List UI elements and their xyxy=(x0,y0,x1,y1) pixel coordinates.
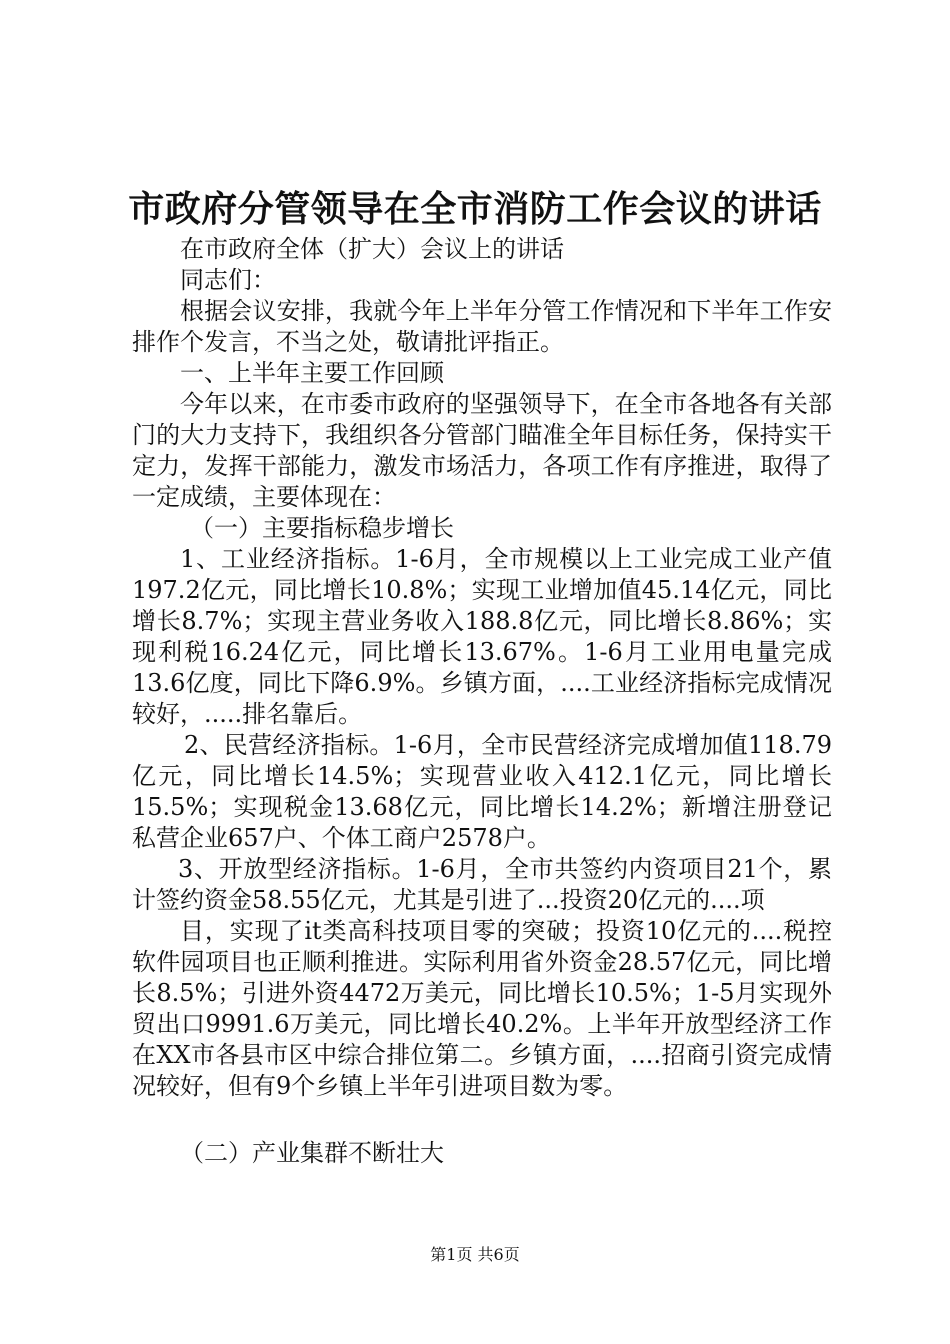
paragraph-industrial: 1、工业经济指标。1-6月，全市规模以上工业完成工业产值197.2亿元，同比增长10.8%；实现工业增加值45.14亿元，同比增长8.7%；实现主营业务收入188.8亿元，同比增长8.86%；实现利税16.24亿元，同比增长13.67%。1-6月工业用电量完成13.6亿度，同比下降6.9%。乡镇方面，....工业经济指标完成情况较好，.....排名靠后。 xyxy=(132,545,832,728)
paragraph-overview: 今年以来，在市委市政府的坚强领导下，在全市各地各有关部门的大力支持下，我组织各分管部门瞄准全年目标任务，保持实干定力，发挥干部能力，激发市场活力，各项工作有序推进，取得了一定成绩，主要体现在： xyxy=(132,390,832,511)
subsection-heading-indicators: （一）主要指标稳步增长 xyxy=(190,514,454,542)
paragraph-intro: 根据会议安排，我就今年上半年分管工作情况和下半年工作安排作个发言，不当之处，敬请批评指正。 xyxy=(132,297,832,356)
greeting-line: 同志们： xyxy=(180,266,276,294)
paragraph-private-economy: 2、民营经济指标。1-6月，全市民营经济完成增加值118.79亿元，同比增长14.5%；实现营业收入412.1亿元，同比增长15.5%；实现税金13.68亿元，同比增长14.2%；新增注册登记私营企业657户、个体工商户2578户。 xyxy=(132,731,832,852)
paragraph-gap xyxy=(132,1102,832,1138)
paragraph-open-economy-continued: 目，实现了it类高科技项目零的突破；投资10亿元的....税控软件园项目也正顺利推进。实际利用省外资金28.57亿元，同比增长8.5%；引进外资4472万美元，同比增长10.5%；1-5月实现外贸出口9991.6万美元，同比增长40.2%。上半年开放型经济工作在XX市各县市区中综合排位第二。乡镇方面，....招商引资完成情况较好，但有9个乡镇上半年引进项目数为零。 xyxy=(132,917,832,1100)
subsection-heading-clusters: （二）产业集群不断壮大 xyxy=(180,1139,444,1167)
document-body xyxy=(132,234,832,1169)
page-footer: 第1页 共6页 xyxy=(430,1245,520,1264)
section-heading-review: 一、上半年主要工作回顾 xyxy=(180,359,444,387)
paragraph-open-economy: 3、开放型经济指标。1-6月，全市共签约内资项目21个，累计签约资金58.55亿元，尤其是引进了...投资20亿元的....项 xyxy=(132,855,832,914)
subtitle-line: 在市政府全体（扩大）会议上的讲话 xyxy=(180,235,564,263)
document-title: 市政府分管领导在全市消防工作会议的讲话 xyxy=(128,189,822,230)
